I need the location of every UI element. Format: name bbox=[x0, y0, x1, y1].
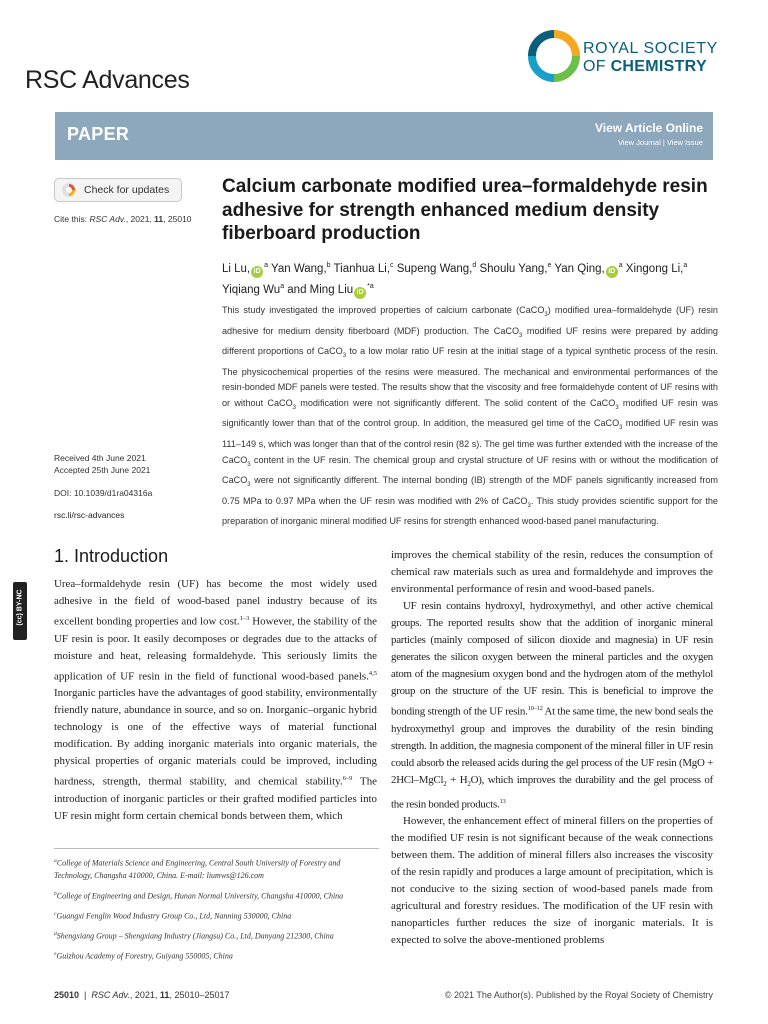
copyright: © 2021 The Author(s). Published by the Royal Society of Chemistry bbox=[444, 990, 713, 1000]
author-list: Li Lu, $iD^a$ Yan Wang,$^b$ Tianhua Li,$^c$ Supeng Wang,$^d$ Shoulu Yang,$^e$ Yan Qing, $iD^a$ Xingong Li,$^a$ Yiqiang Wu$^a$ and Ming Liu $iD^{*a}$ bbox=[222, 257, 722, 299]
doi[interactable]: DOI: 10.1039/d1ra04316a bbox=[54, 488, 153, 498]
publisher-line1: ROYAL SOCIETY bbox=[583, 40, 718, 57]
article-banner bbox=[55, 112, 713, 160]
journal-link[interactable]: rsc.li/rsc-advances bbox=[54, 510, 125, 520]
check-updates-button[interactable] bbox=[54, 178, 182, 202]
orcid-icon[interactable]: iD bbox=[251, 266, 263, 278]
view-journal-issue-links[interactable]: View Journal | View Issue bbox=[617, 138, 703, 147]
cite-this: Cite this: RSC Adv., 2021, 11, 25010 bbox=[54, 214, 192, 224]
rsc-logo-ring-icon bbox=[528, 30, 580, 82]
cc-license-badge[interactable] bbox=[13, 582, 27, 640]
abstract: This study investigated the improved properties of calcium carbonate (CaCO$_3$) modified urea–formaldehyde (UF) resin adhesive for medium density fiberboard (MDF) production. The CaCO$_3$ modified UF resins were prepared by adding different proportions of CaCO$_3$ to a low molar ratio UF resin at the initial stage of a typical synthetic process of the resin. The physicochemical properties of the resins were measured. The mechanical and environmental performances of the resin-bonded MDF panels were tested. The results show that the viscosity and free formaldehyde content of UF resins with or without CaCO$_3$ modification were not significantly different. The solid content of the CaCO$_3$ modified UF resin was significantly lower than that of the control group. In addition, the measured gel time of the CaCO$_3$ modified UF resin was 111–149 s, which was longer than that of the control resin (82 s). The gel time was further extended with the increase of the CaCO$_3$ content in the UF resin. The chemical group and crystal structure of UF resins with or without the modification of CaCO$_3$ were not significantly different. The internal bonding (IB) strength of the MDF panels significantly increased from 0.75 MPa to 0.97 MPa when the UF resin was modified with 2% of CaCO$_3$. This study provides scientific support for the preparation of inorganic mineral modified UF resins for strength enhanced wood-based panel manufacturing. bbox=[222, 305, 719, 527]
journal-name: RSC Advances bbox=[25, 66, 190, 94]
check-updates-icon bbox=[61, 182, 77, 198]
rsc-logo[interactable] bbox=[528, 30, 728, 86]
orcid-icon[interactable]: iD bbox=[606, 266, 618, 278]
article-type: PAPER bbox=[67, 124, 130, 144]
publisher-line2: OF CHEMISTRY bbox=[583, 58, 707, 75]
body-column-right: improves the chemical stability of the resin, reduces the consumption of chemical raw materials such as urea and formaldehyde and improves the environmental performance of resin and wood-based panels. UF resin contains hydroxyl, hydroxymethyl, and other active chemical groups. The reported results show that the addition of inorganic mineral particles (mainly composed of silicon dioxide and magnesia) in UF resin generates the silicon oxygen between the mineral particles and the oxygen atom of the magnesium oxygen bond and the hydrogen atom of the methylol group on the structure of the UF resin. This is beneficial to improve the bonding strength of the UF resin.$^{10-12}$ At the same time, the new bond seals the hydroxymethyl group and improves the durability of the resin binding strength. In addition, the magnesia component of the mineral filler in UF resin could absorb the released acids during the gel process of the UF resin (MgO + 2HCl–MgCl$_2$ + $H_2O$), which improves the durability and the gel process of the resin bonded products.$^{13}$ However, the enhancement effect of mineral fillers on the properties of the modified UF resin is not significant because of the weak connections between them. The addition of mineral fillers also increases the viscosity of the resin rapidly and produces a large amount of precipitation, which is not conducive to the sizing section of wood-based panels made from agricultural and forestry residues. The modification of the UF resin with nanoparticles further reduces the size of inorganic materials. It is expected to solve the above-mentioned problems bbox=[391, 549, 713, 947]
body-column-left: Urea–formaldehyde resin (UF) has become the most widely used adhesive in the field of wood-based panel industry because of its excellent bonding properties and low cost.$^{1-3}$ However, the stability of the UF resin is poor. It easily decomposes or degrades due to the attacks of moisture and heat, releasing formaldehyde. This seriously limits the application of UF resin in the field of functional wood-based panels.$^{4,5}$ Inorganic particles have the advantages of good stability, environmentally friendly nature, abundance in source, and so on. Inorganic–organic hybrid technology is one of the effective ways of material functional modification. By adding inorganic materials into organic materials, the physical properties of organic materials could be improved, including hardness, strength, thermal stability, and chemical stability.$^{6-9}$ The introduction of inorganic particles or their grafted modified particles into UF resin might form certain chemical bonds between them, which bbox=[54, 578, 377, 822]
license-text: (cc) BY-NC bbox=[16, 589, 24, 626]
section-heading: 1. Introduction bbox=[54, 546, 169, 566]
affiliations: $^a$College of Materials Science and Engineering, Central South University of Forestry and Technology, Changsha 410000, China. E-mail: liumws@126.com $^b$College of Engineering and Design, Hunan Normal University, Changsha 410000, China $^c$Guangxi Fenglin Wood Industry Group Co., Ltd, Nanning 530000, China $^d$Shengxiang Group – Shengxiang Industry (Jiangsu) Co., Ltd, Danyang 212300, China $^e$Guizhou Academy of Forestry, Guiyang 550005, China bbox=[54, 858, 344, 961]
article-title: Calcium carbonate modified urea–formaldehyde resin adhesive for strength enhanced medium density fiberboard production bbox=[222, 176, 708, 244]
orcid-icon[interactable]: iD bbox=[354, 287, 366, 299]
page-footer-citation: 25010 | RSC Adv., 2021, 11, 25010–25017 bbox=[54, 990, 230, 1000]
article-dates: Received 4th June 2021 Accepted 25th June 2021 bbox=[54, 453, 151, 475]
view-article-online-link[interactable]: View Article Online bbox=[594, 121, 703, 135]
check-updates-label: Check for updates bbox=[84, 184, 170, 196]
footnote-divider bbox=[54, 848, 379, 849]
